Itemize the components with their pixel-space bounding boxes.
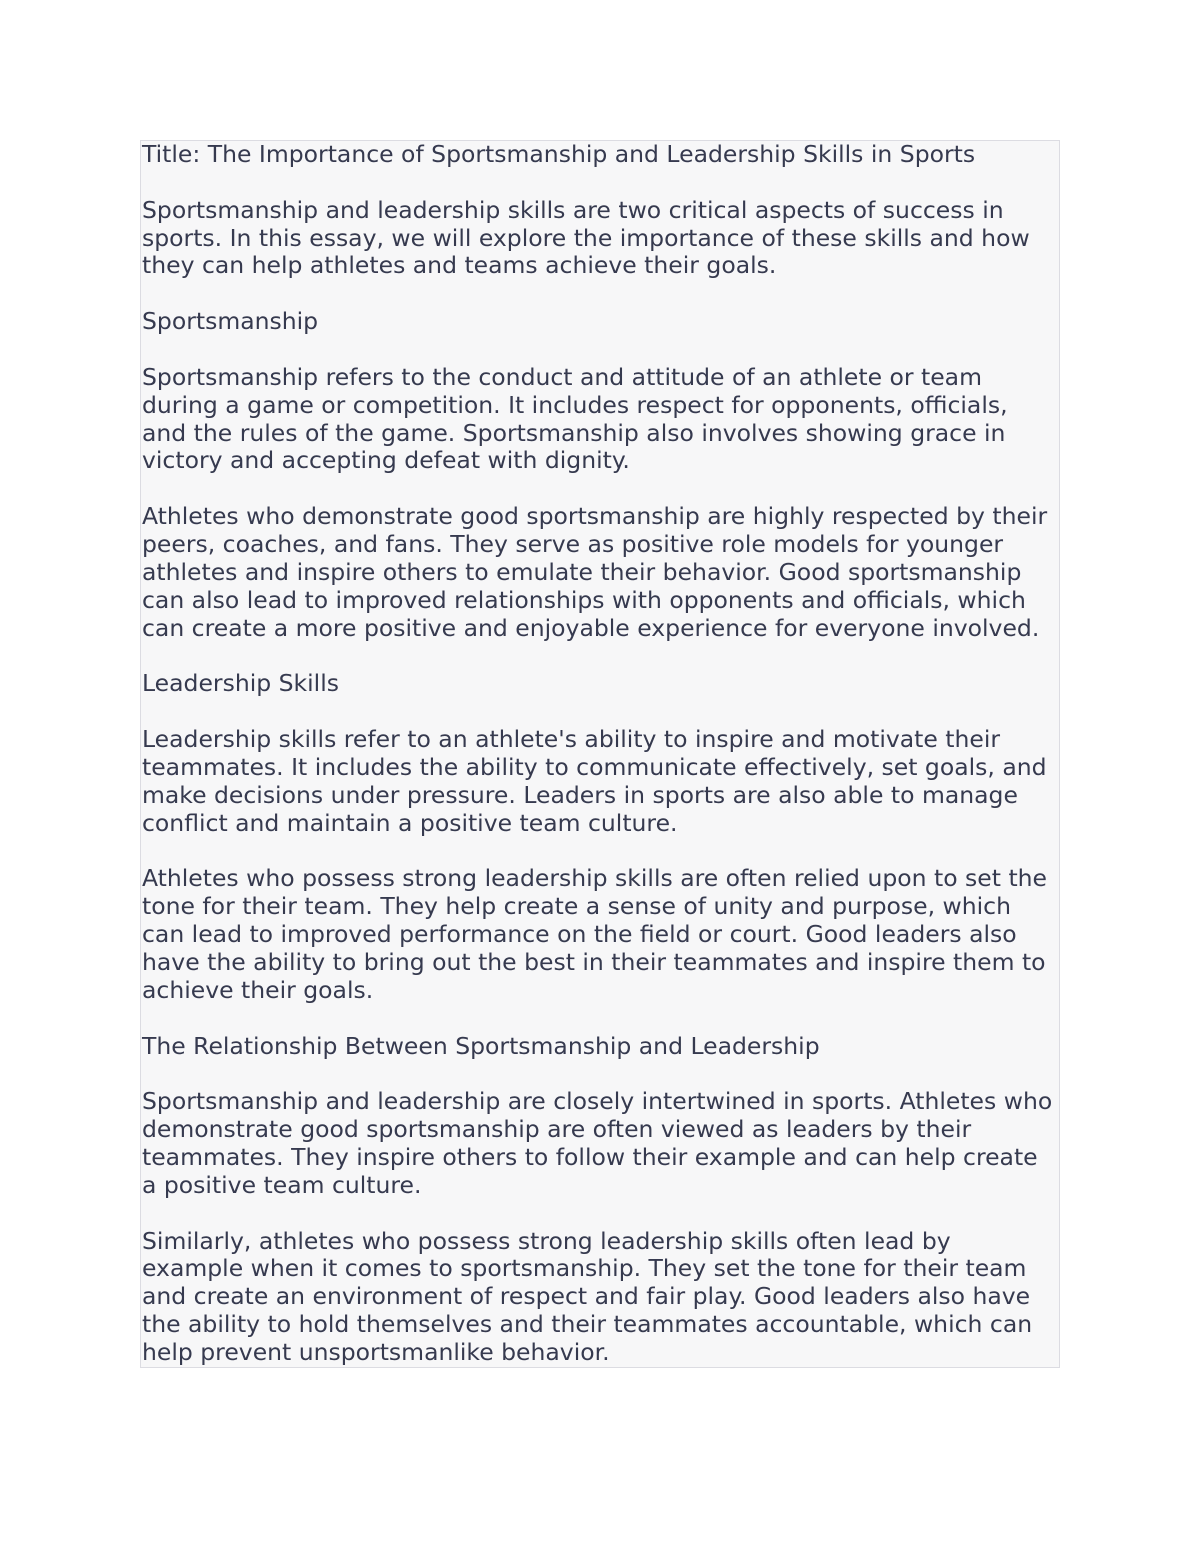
text-line: sports. In this essay, we will explore the importance of these skills and how [142, 223, 1030, 252]
text-line: a positive team culture. [142, 1170, 422, 1199]
text-line: and create an environment of respect and fair play. Good leaders also have [142, 1282, 1031, 1311]
section-heading-leadership-skills [142, 670, 1059, 698]
body-paragraph [142, 1228, 1059, 1367]
body-paragraph [142, 726, 1059, 837]
text-line: victory and accepting defeat with dignity. [142, 446, 630, 475]
text-line: teammates. They inspire others to follow their example and can help create [142, 1142, 1038, 1171]
body-paragraph [142, 503, 1059, 642]
text-line: conflict and maintain a positive team culture. [142, 808, 678, 837]
text-line: can create a more positive and enjoyable experience for everyone involved. [142, 613, 1040, 642]
text-line: Leadership skills refer to an athlete's ability to inspire and motivate their [142, 725, 1001, 754]
text-line: make decisions under pressure. Leaders in sports are also able to manage [142, 780, 1018, 809]
text-line: can lead to improved performance on the field or court. Good leaders also [142, 920, 1017, 949]
text-line: during a game or competition. It includes respect for opponents, officials, [142, 390, 1008, 419]
text-line: example when it comes to sportsmanship. They set the tone for their team [142, 1254, 1027, 1283]
text-line: Title: The Importance of Sportsmanship and Leadership Skills in Sports [142, 140, 976, 168]
intro-paragraph [142, 197, 1059, 281]
text-line: Sportsmanship and leadership skills are two critical aspects of success in [142, 195, 1004, 224]
text-line: they can help athletes and teams achieve their goals. [142, 251, 777, 280]
text-line: demonstrate good sportsmanship are often viewed as leaders by their [142, 1115, 972, 1144]
text-line: Sportsmanship and leadership are closely intertwined in sports. Athletes who [142, 1087, 1053, 1116]
text-line: Similarly, athletes who possess strong leadership skills often lead by [142, 1226, 951, 1255]
text-line: tone for their team. They help create a sense of unity and purpose, which [142, 892, 1011, 921]
body-paragraph [142, 865, 1059, 1004]
text-line: peers, coaches, and fans. They serve as positive role models for younger [142, 530, 1004, 559]
text-line: athletes and inspire others to emulate their behavior. Good sportsmanship [142, 557, 1022, 586]
section-heading-sportsmanship [142, 308, 1059, 336]
text-line: Sportsmanship refers to the conduct and attitude of an athlete or team [142, 362, 982, 391]
text-line: and the rules of the game. Sportsmanship also involves showing grace in [142, 418, 1006, 447]
essay-title [142, 141, 1059, 169]
text-line: teammates. It includes the ability to communicate effectively, set goals, and [142, 752, 1047, 781]
body-paragraph [142, 364, 1059, 475]
text-line: the ability to hold themselves and their teammates accountable, which can [142, 1310, 1033, 1339]
text-line: Athletes who possess strong leadership skills are often relied upon to set the [142, 864, 1048, 893]
text-line: achieve their goals. [142, 975, 374, 1004]
section-heading: Leadership Skills [142, 669, 339, 698]
essay-text-box [140, 140, 1060, 1368]
section-heading: The Relationship Between Sportsmanship and Leadership [142, 1031, 820, 1060]
section-heading-relationship [142, 1033, 1059, 1061]
section-heading: Sportsmanship [142, 307, 319, 336]
text-line: have the ability to bring out the best in their teammates and inspire them to [142, 947, 1046, 976]
text-line: help prevent unsportsmanlike behavior. [142, 1337, 610, 1366]
text-line: Athletes who demonstrate good sportsmanship are highly respected by their [142, 502, 1048, 531]
body-paragraph [142, 1088, 1059, 1199]
text-line: can also lead to improved relationships with opponents and officials, which [142, 585, 1026, 614]
